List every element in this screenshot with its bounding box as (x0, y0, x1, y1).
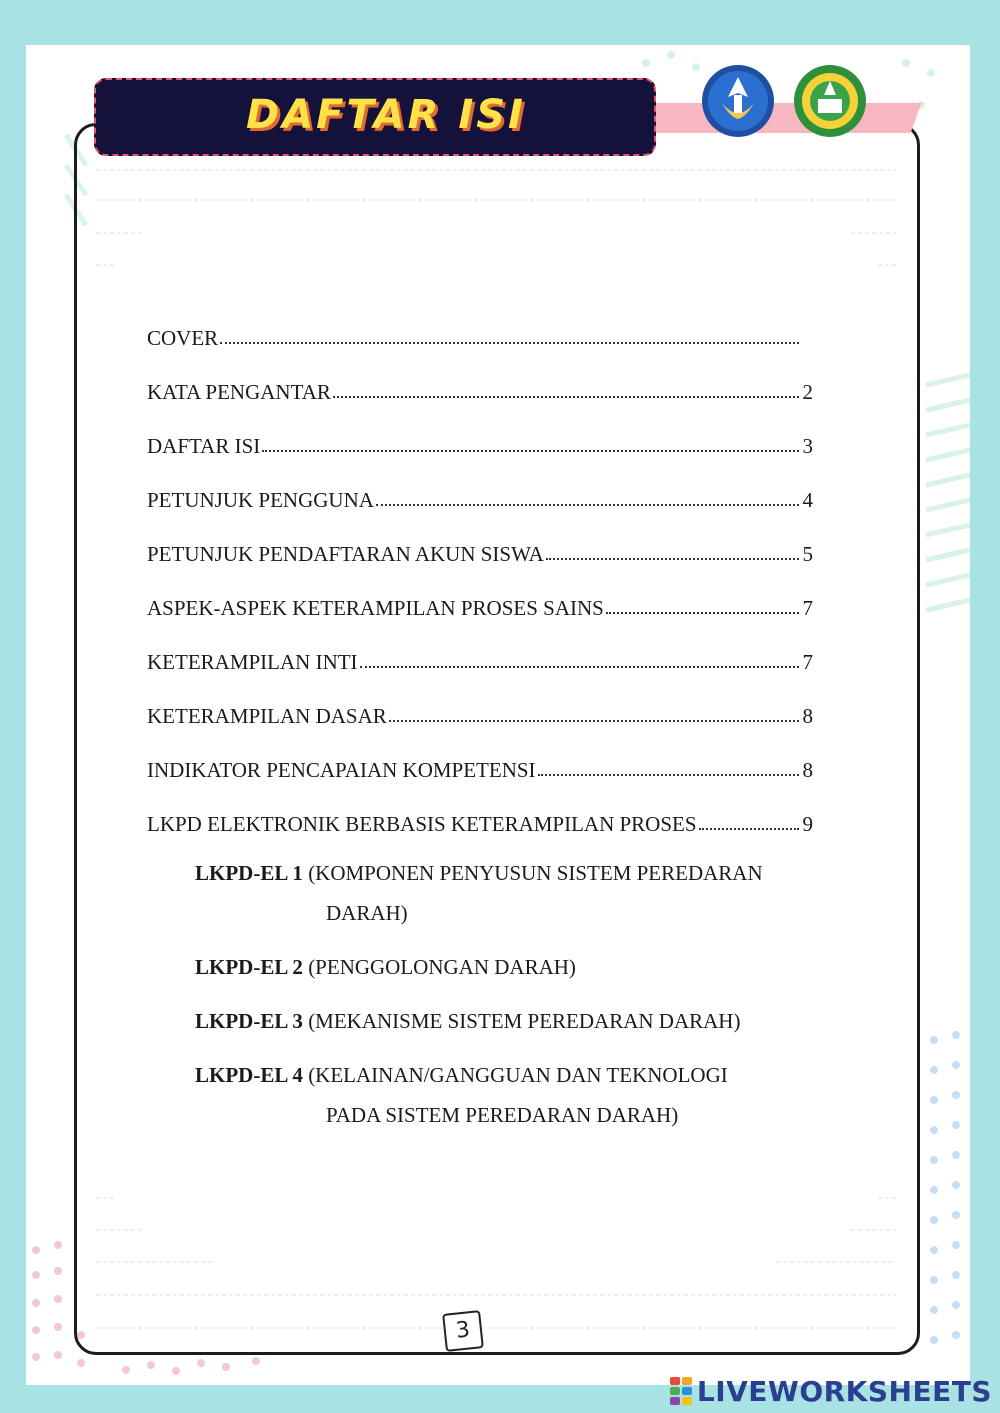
toc-subentry (195, 947, 845, 987)
subentry-code: LKPD-EL 4 (195, 1063, 303, 1087)
subentry-code: LKPD-EL 2 (195, 955, 303, 979)
toc-page-number: 5 (802, 542, 813, 566)
toc-page-number: 8 (802, 758, 813, 782)
toc-leader (389, 719, 799, 722)
toc-row (147, 429, 813, 459)
toc-leader (699, 827, 799, 830)
toc-page-number: 3 (802, 434, 813, 458)
content-card (74, 123, 920, 1355)
toc-row (147, 807, 813, 837)
subentry-text: (PENGGOLONGAN DARAH) (302, 955, 576, 979)
toc-leader (376, 503, 799, 506)
toc-row (147, 537, 813, 567)
toc-row (147, 591, 813, 621)
toc-leader (546, 557, 799, 560)
page-title: DAFTAR ISI (246, 92, 526, 138)
toc-leader (360, 665, 799, 668)
worksheet-page (26, 45, 970, 1385)
toc-page-number: 8 (802, 704, 813, 728)
toc-leader (220, 341, 799, 344)
subentry-text: (KELAINAN/GANGGUAN DAN TEKNOLOGI (302, 1063, 728, 1087)
toc-leader (333, 395, 799, 398)
toc-label: ASPEK-ASPEK KETERAMPILAN PROSES SAINS (147, 596, 604, 620)
toc-label: LKPD ELEKTRONIK BERBASIS KETERAMPILAN PROSES (147, 812, 697, 836)
subentry-text-continued: DARAH) (326, 901, 408, 925)
toc-subentry (195, 853, 845, 933)
toc-row (147, 699, 813, 729)
toc-page-number: 9 (802, 812, 813, 836)
unsri-logo-icon (792, 63, 868, 139)
toc-page-number: 7 (802, 596, 813, 620)
toc-row (147, 321, 813, 351)
subentry-text-continued: PADA SISTEM PEREDARAN DARAH) (326, 1103, 679, 1127)
subentry-text: (KOMPONEN PENYUSUN SISTEM PEREDARAN (302, 861, 763, 885)
toc-label: PETUNJUK PENDAFTARAN AKUN SISWA (147, 542, 544, 566)
toc-row (147, 483, 813, 513)
toc-label: COVER (147, 326, 219, 350)
toc-label: DAFTAR ISI (147, 434, 261, 458)
toc-row (147, 753, 813, 783)
toc-label: KATA PENGANTAR (147, 380, 331, 404)
toc-page-number: 7 (802, 650, 813, 674)
toc-page-number: 2 (802, 380, 813, 404)
toc-row (147, 375, 813, 405)
watermark-text: LIVEWORKSHEETS (696, 1374, 992, 1408)
liveworksheets-logo-icon (670, 1377, 694, 1405)
subentry-text: (MEKANISME SISTEM PEREDARAN DARAH) (302, 1009, 741, 1033)
toc-subentry (195, 1001, 845, 1041)
toc-label: INDIKATOR PENCAPAIAN KOMPETENSI (147, 758, 536, 782)
toc-leader (262, 449, 799, 452)
page-number-badge: 3 (442, 1310, 484, 1352)
toc-page-number: 4 (802, 488, 813, 512)
toc-label: KETERAMPILAN INTI (147, 650, 358, 674)
kemdikbud-logo-icon (700, 63, 776, 139)
toc-label: PETUNJUK PENGGUNA (147, 488, 374, 512)
subentry-code: LKPD-EL 3 (195, 1009, 303, 1033)
toc-label: KETERAMPILAN DASAR (147, 704, 387, 728)
liveworksheets-watermark[interactable] (670, 1374, 992, 1408)
toc-leader (538, 773, 799, 776)
toc-leader (606, 611, 799, 614)
toc-subentry (195, 1055, 845, 1135)
subentry-code: LKPD-EL 1 (195, 861, 303, 885)
header-ribbon (641, 103, 922, 133)
toc-row (147, 645, 813, 675)
title-banner (94, 78, 656, 156)
